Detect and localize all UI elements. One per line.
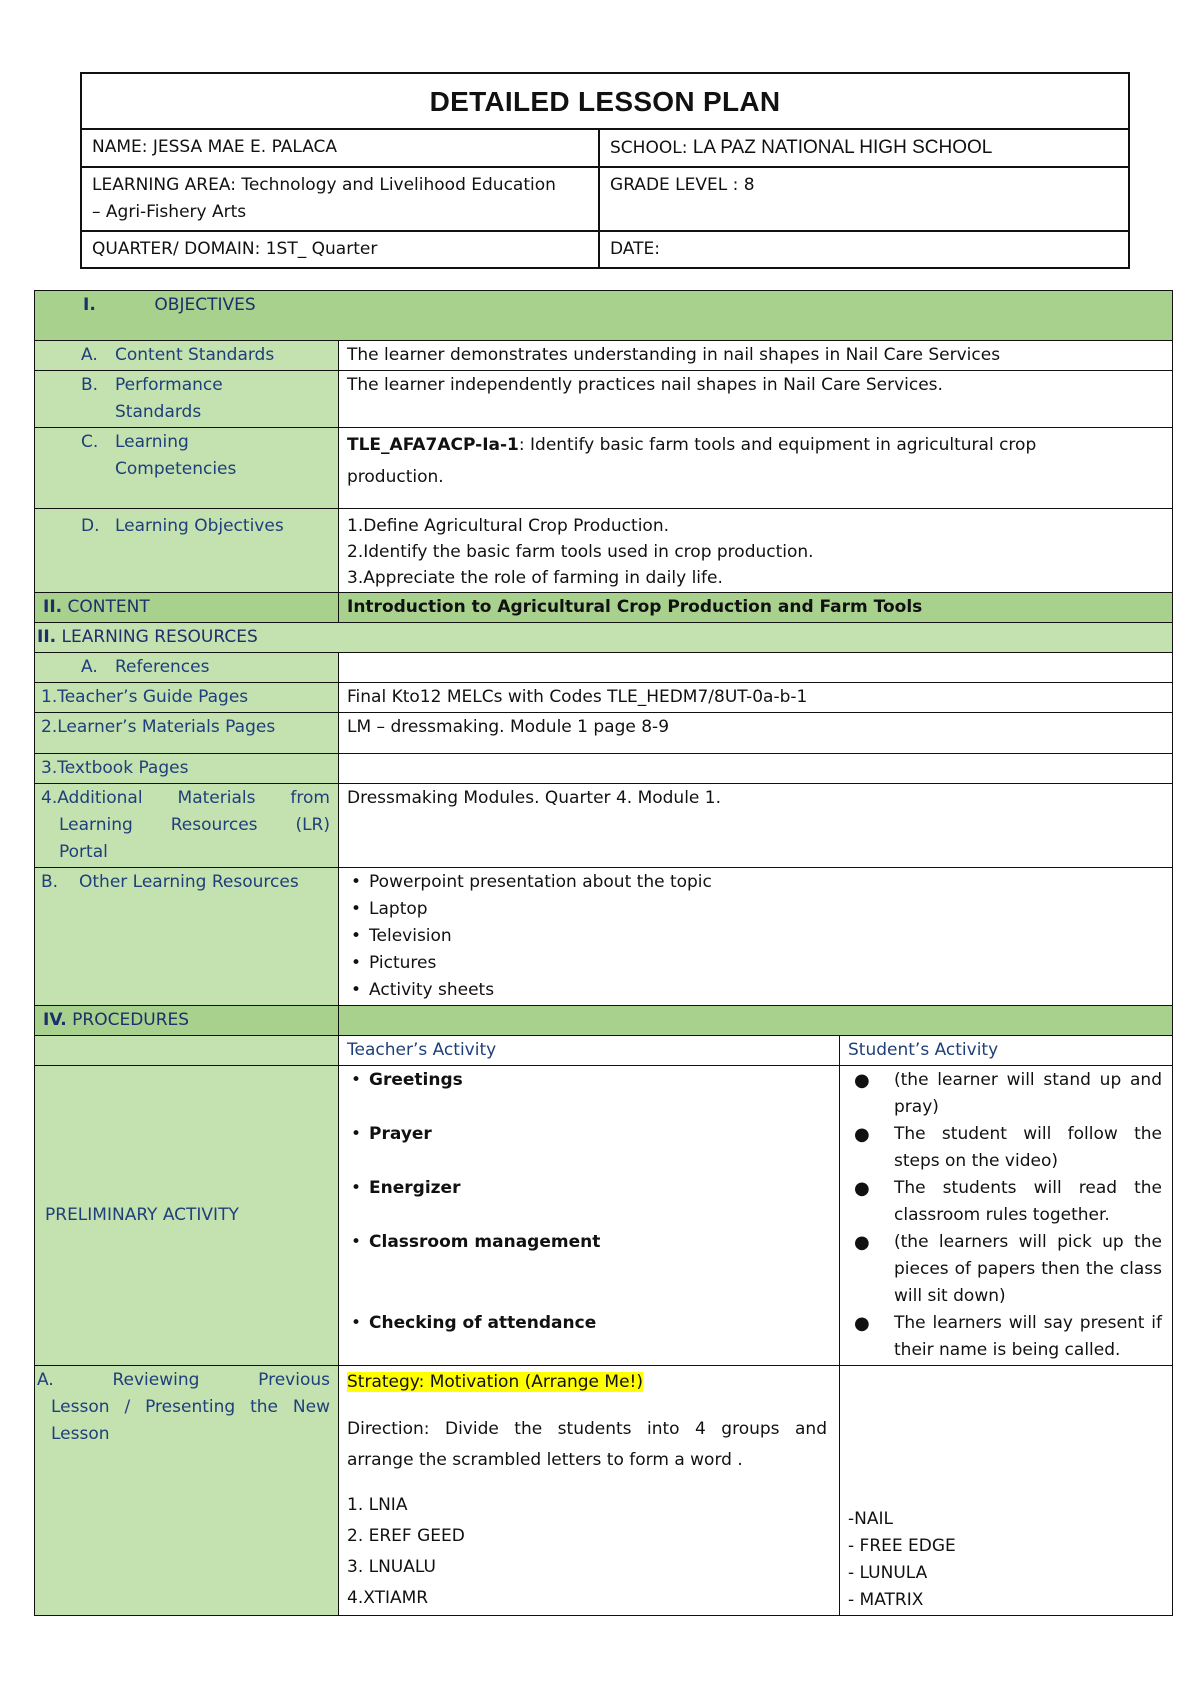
learning-competencies-label-line2: Competencies: [115, 459, 237, 479]
learning-area-value: Technology and Livelihood Education: [241, 175, 556, 195]
performance-standards-value: The learner independently practices nail shapes in Nail Care Services.: [339, 371, 1173, 428]
grade-level-field: GRADE LEVEL : 8: [599, 167, 1129, 231]
competency-value-line2: production.: [347, 467, 444, 487]
learning-competencies-row: [35, 428, 1173, 509]
content-standards-value: The learner demonstrates understanding in nail shapes in Nail Care Services: [339, 341, 1173, 371]
learning-objectives-letter: D.: [81, 516, 100, 536]
list-item: • Activity sheets: [351, 977, 1164, 1004]
answer-word: - FREE EDGE: [848, 1536, 956, 1556]
student-activity-item: ● The learners will say present if their name is being called.: [854, 1313, 1162, 1360]
quarter-label: QUARTER/ DOMAIN:: [92, 239, 261, 259]
lesson-plan-table: [34, 290, 1173, 1616]
name-field: [81, 129, 599, 167]
performance-standards-row: [35, 371, 1173, 428]
list-item: • Powerpoint presentation about the topic: [351, 869, 1164, 896]
list-item: • Pictures: [351, 950, 1164, 977]
references-label: References: [115, 657, 210, 677]
school-value: LA PAZ NATIONAL HIGH SCHOOL: [692, 137, 993, 158]
student-activity-item: ● (the learners will pick up the pieces of papers then the class will sit down): [854, 1232, 1162, 1306]
teacher-activity-item: • Checking of attendance: [351, 1310, 831, 1350]
preliminary-activity-row: [35, 1066, 1173, 1366]
list-item: • Television: [351, 923, 1164, 950]
teachers-guide-label: 1.Teacher’s Guide Pages: [35, 683, 339, 713]
answer-word: - MATRIX: [848, 1590, 924, 1610]
textbook-label: 3.Textbook Pages: [35, 754, 339, 784]
preliminary-activity-label: PRELIMINARY ACTIVITY: [35, 1066, 339, 1366]
learning-resources-heading: LEARNING RESOURCES: [61, 627, 258, 647]
teacher-activity-item: • Greetings: [351, 1067, 831, 1121]
procedures-heading: PROCEDURES: [72, 1010, 190, 1030]
list-item: • Laptop: [351, 896, 1164, 923]
learning-objective-item: 1.Define Agricultural Crop Production.: [347, 516, 669, 536]
content-value: Introduction to Agricultural Crop Production and Farm Tools: [339, 593, 1173, 623]
objectives-heading-row: [35, 291, 1173, 341]
learning-objectives-label: Learning Objectives: [115, 516, 284, 536]
learning-area-field: [81, 167, 599, 231]
quarter-field: [81, 231, 599, 268]
scrambled-word: 1. LNIA: [347, 1495, 408, 1515]
content-standards-row: [35, 341, 1173, 371]
reviewing-lesson-row: [35, 1366, 1173, 1616]
learning-resources-heading-row: [35, 623, 1173, 653]
competency-code: TLE_AFA7ACP-Ia-1: [347, 435, 519, 455]
references-letter: A.: [81, 657, 98, 677]
learning-objective-item: 3.Appreciate the role of farming in daily life.: [347, 568, 723, 588]
references-row: [35, 653, 1173, 683]
reviewing-letter: A.: [37, 1370, 54, 1390]
additional-materials-value: Dressmaking Modules. Quarter 4. Module 1.: [339, 784, 1173, 868]
content-number: II.: [43, 597, 63, 617]
content-standards-letter: A.: [81, 345, 98, 365]
learning-competencies-letter: C.: [81, 432, 99, 452]
competency-value: : Identify basic farm tools and equipment in agricultural crop: [518, 435, 1037, 455]
quarter-value: 1ST_ Quarter: [265, 239, 378, 259]
other-resources-label: Other Learning Resources: [79, 872, 299, 892]
procedures-heading-row: [35, 1006, 1173, 1036]
strategy-highlight: Strategy: Motivation (Arrange Me!): [347, 1372, 643, 1392]
header-table: [80, 72, 1130, 269]
additional-materials-label-line3: Portal: [59, 842, 108, 862]
scrambled-word: 2. EREF GEED: [347, 1526, 465, 1546]
learning-objective-item: 2.Identify the basic farm tools used in crop production.: [347, 542, 814, 562]
textbook-value: [339, 754, 1173, 784]
content-standards-label: Content Standards: [115, 345, 275, 365]
answer-word: -NAIL: [848, 1509, 893, 1529]
direction-text: Direction: Divide the students into 4 groups and arrange the scrambled letters to form a word .: [347, 1419, 827, 1470]
school-field: [599, 129, 1129, 167]
teacher-activity-header: Teacher’s Activity: [339, 1036, 840, 1066]
student-activity-item: ● (the learner will stand up and pray): [854, 1070, 1162, 1117]
scrambled-word: 3. LNUALU: [347, 1557, 436, 1577]
performance-standards-label: Performance: [115, 375, 223, 395]
learners-materials-label: 2.Learner’s Materials Pages: [35, 713, 339, 754]
student-activity-item: ● The students will read the classroom rules together.: [854, 1178, 1162, 1225]
student-activity-item: ● The student will follow the steps on the video): [854, 1124, 1162, 1171]
objectives-heading: OBJECTIVES: [154, 295, 256, 315]
additional-materials-label: 4.Additional Materials from: [41, 788, 330, 808]
additional-materials-row: [35, 784, 1173, 868]
content-label: CONTENT: [67, 597, 150, 617]
learners-materials-row: [35, 713, 1173, 754]
reviewing-label: Reviewing Previous: [112, 1370, 330, 1390]
name-value: JESSA MAE E. PALACA: [152, 137, 338, 157]
teacher-activity-item: • Classroom management: [351, 1229, 831, 1310]
references-value: [339, 653, 1173, 683]
learners-materials-value: LM – dressmaking. Module 1 page 8-9: [339, 713, 1173, 754]
additional-materials-label-line2: Learning Resources (LR): [59, 815, 330, 835]
performance-standards-label-line2: Standards: [115, 402, 202, 422]
date-field: DATE:: [599, 231, 1129, 268]
learning-objectives-row: [35, 509, 1173, 593]
answer-word: - LUNULA: [848, 1563, 928, 1583]
school-label: SCHOOL:: [610, 138, 688, 158]
teachers-guide-value: Final Kto12 MELCs with Codes TLE_HEDM7/8UT-0a-b-1: [339, 683, 1173, 713]
teachers-guide-row: [35, 683, 1173, 713]
student-activity-header: Student’s Activity: [840, 1036, 1173, 1066]
learning-competencies-label: Learning: [115, 432, 189, 452]
textbook-row: [35, 754, 1173, 784]
reviewing-label-line3: Lesson: [51, 1424, 110, 1444]
objectives-heading-number: I.: [83, 295, 96, 315]
content-row: [35, 593, 1173, 623]
other-resources-list: [347, 869, 1164, 1004]
learning-area-label: LEARNING AREA:: [92, 175, 236, 195]
other-resources-letter: B.: [41, 872, 59, 892]
other-resources-row: [35, 868, 1173, 1006]
teacher-activity-item: • Energizer: [351, 1175, 831, 1229]
activity-columns-row: [35, 1036, 1173, 1066]
scrambled-word: 4.XTIAMR: [347, 1588, 429, 1608]
learning-resources-number: II.: [37, 627, 57, 647]
page-title: DETAILED LESSON PLAN: [81, 73, 1129, 129]
name-label: NAME:: [92, 137, 148, 157]
teacher-activity-item: • Prayer: [351, 1121, 831, 1175]
learning-area-value-line2: – Agri-Fishery Arts: [92, 202, 247, 222]
procedures-number: IV.: [43, 1010, 67, 1030]
performance-standards-letter: B.: [81, 375, 99, 395]
reviewing-label-line2: Lesson / Presenting the New: [51, 1397, 330, 1417]
